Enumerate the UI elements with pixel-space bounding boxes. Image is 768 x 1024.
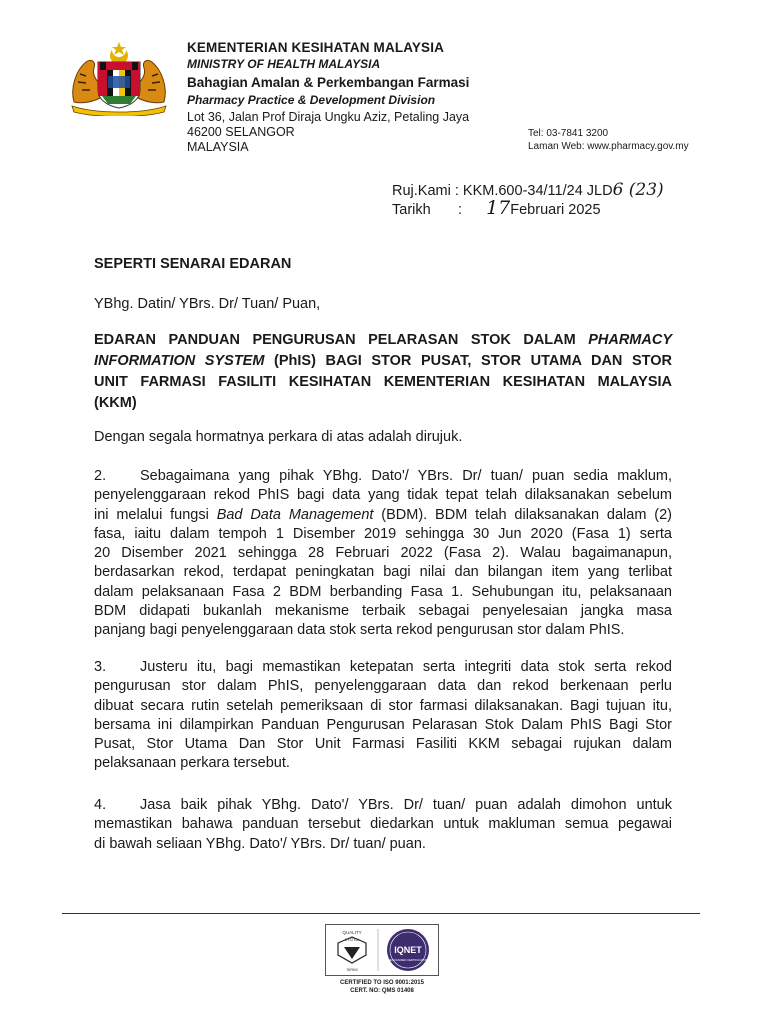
paragraph-3: 3. Justeru itu, bagi memastikan ketepatan serta integriti data stok serta rekod pengurusan stor dalam PhIS, penyelenggaraan data dan rekod berkenaan perlu dibuat secara rutin setelah pemeriksaan di stor farmasi dilaksanakan. Bagi tujuan itu, bersama ini dilampirkan Panduan Pengurusan Pelarasan Stok Dalam PhIS Bagi Stor Pusat, Stor Utama Dan Stor Unit Farmasi Fasiliti KKM sebagai rujukan dalam pelaksanaan perkara tersebut. bbox=[94, 659, 672, 772]
certificate-number: CERT. NO: QMS 01408 bbox=[350, 988, 414, 994]
address-line-1: Lot 36, Jalan Prof Diraja Ungku Aziz, Petaling Jaya bbox=[187, 110, 470, 124]
opening-line: Dengan segala hormatnya perkara di atas adalah dirujuk. bbox=[94, 429, 463, 445]
handwritten-reference-suffix: 6 (23) bbox=[612, 180, 664, 200]
quality-system-logo-icon bbox=[326, 925, 438, 975]
date-value: Februari 2025 bbox=[510, 202, 601, 218]
paragraph-number: 2. bbox=[94, 468, 107, 484]
letter-subject: EDARAN PANDUAN PENGURUSAN PELARASAN STOK DALAM PHARMACY INFORMATION SYSTEM (PhIS) BAGI STOR PUSAT, STOR UTAMA DAN STOR UNIT FARMASI FASILITI KESIHATAN KEMENTERIAN KESIHATAN MALAYSIA (KKM) bbox=[94, 332, 672, 411]
address-line-2: 46200 SELANGOR bbox=[187, 125, 295, 139]
footer-divider bbox=[62, 913, 700, 914]
reference-label: Ruj.Kami : bbox=[392, 183, 459, 199]
svg-text:SYSTEM: SYSTEM bbox=[344, 938, 360, 942]
ministry-name-english: MINISTRY OF HEALTH MALAYSIA bbox=[187, 57, 381, 71]
ministry-name-malay: KEMENTERIAN KESIHATAN MALAYSIA bbox=[187, 40, 445, 55]
malaysia-coat-of-arms-icon bbox=[66, 40, 172, 116]
salutation: YBhg. Datin/ YBrs. Dr/ Tuan/ Puan, bbox=[94, 296, 321, 312]
reference-value: KKM.600-34/11/24 JLD bbox=[462, 183, 613, 199]
svg-text:QUALITY: QUALITY bbox=[342, 930, 362, 935]
certification-statement bbox=[325, 979, 439, 995]
paragraph-number: 4. bbox=[94, 797, 107, 813]
svg-text:RECOGNIZED CERTIFICATION: RECOGNIZED CERTIFICATION bbox=[387, 958, 429, 962]
paragraph-2: 2. Sebagaimana yang pihak YBhg. Dato'/ YBrs. Dr/ tuan/ puan sedia maklum, penyelenggaraan rekod PhIS bagi data yang tidak tepat telah dilaksanakan sebelum ini melalui fungsi Bad Data Management (BDM). BDM telah dilaksanakan dalam (2) fasa, iaitu dalam tempoh 1 Disember 2019 sehingga 30 Jun 2020 (Fasa 1) serta 20 Disember 2021 sehingga 28 Februari 2022 (Fasa 2). Walau bagaimanapun, berdasarkan rekod, terdapat peningkatan bagi nilai dan bilangan item yang terlibat dalam pelaksanaan Fasa 2 BDM berbanding Fasa 1. Sehubungan itu, pelaksanaan BDM didapati bukanlah mekanisme terbaik sebagai penyelesaian jangka masa panjang bagi penyelenggaraan data stok serta rekod pengurusan stor dalam PhIS. bbox=[94, 468, 672, 639]
division-name-malay: Bahagian Amalan & Perkembangan Farmasi bbox=[187, 75, 470, 90]
paragraph-number: 3. bbox=[94, 659, 107, 675]
paragraph-4: 4. Jasa baik pihak YBhg. Dato'/ YBrs. Dr/ tuan/ puan adalah dimohon untuk memastikan bahawa panduan tersebut diedarkan untuk makluman semua pegawai di bawah seliaan YBhg. Dato'/ YBrs. Dr/ tuan/ puan. bbox=[94, 797, 672, 852]
letter-date bbox=[392, 197, 601, 219]
iqnet-logo-icon: IQNET bbox=[394, 945, 422, 955]
website: Laman Web: www.pharmacy.gov.my bbox=[528, 141, 689, 152]
iso-certification: CERTIFIED TO ISO 9001:2015 bbox=[340, 980, 424, 986]
certification-logos bbox=[325, 924, 439, 976]
address-line-3: MALAYSIA bbox=[187, 140, 249, 154]
handwritten-day: 17 bbox=[486, 197, 511, 219]
telephone-number: Tel: 03-7841 3200 bbox=[528, 128, 609, 139]
svg-text:SIRIM: SIRIM bbox=[346, 967, 358, 972]
date-colon: : bbox=[458, 202, 463, 218]
recipient: SEPERTI SENARAI EDARAN bbox=[94, 256, 292, 272]
date-label: Tarikh bbox=[392, 202, 431, 218]
division-name-english: Pharmacy Practice & Development Division bbox=[187, 93, 436, 107]
